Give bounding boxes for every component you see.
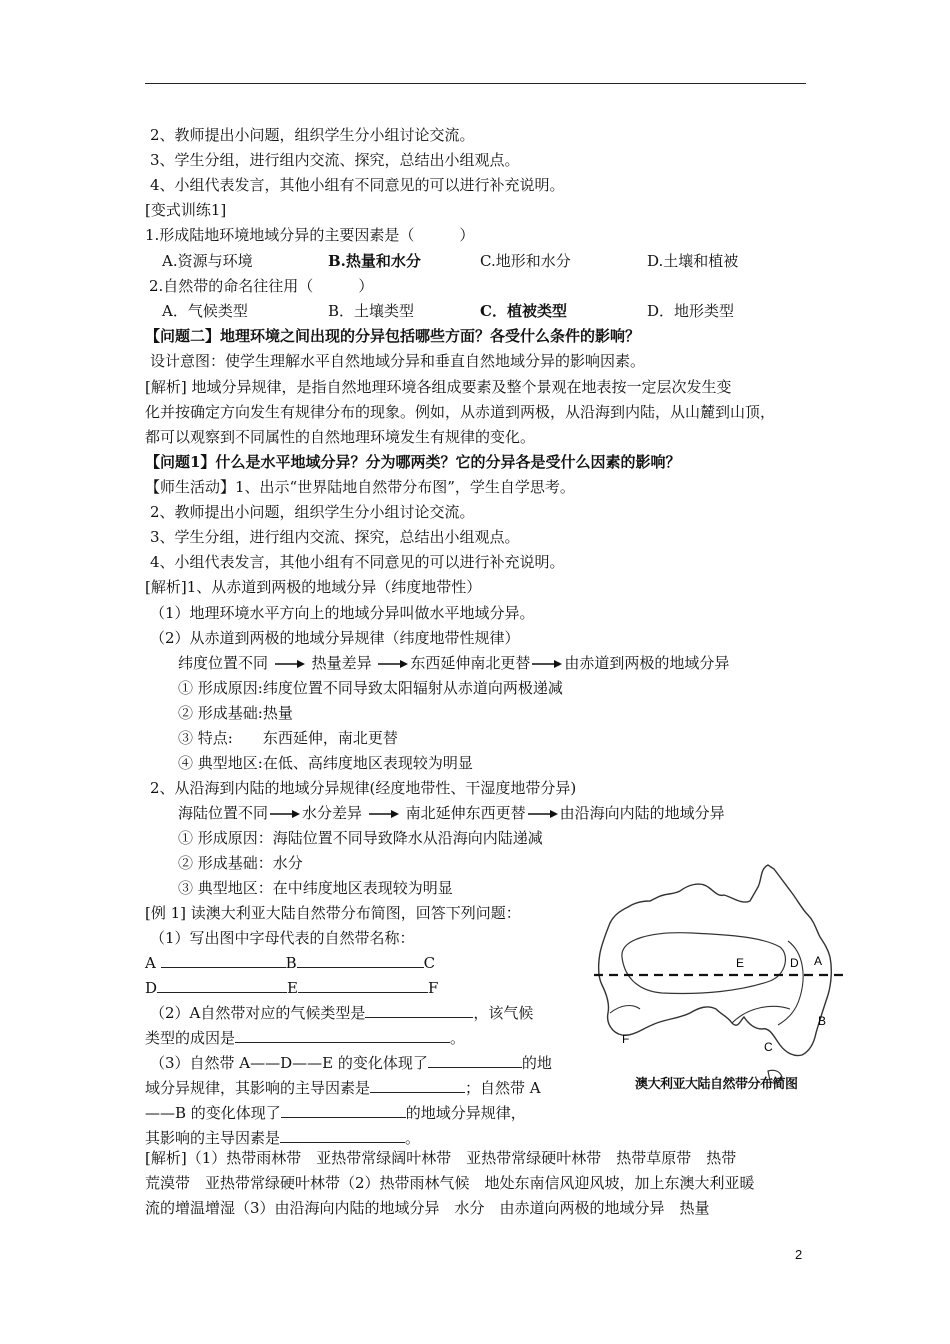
answer-blank [428,1053,522,1068]
arrow-right-icon [528,809,558,819]
option-d: D.土壤和植被 [647,252,739,270]
analysis-line: 都可以观察到不同属性的自然地理环境发生有规律的变化。 [145,428,536,446]
blank-row: A B C [145,954,436,972]
arrow-right-icon [378,659,408,669]
page-number: 2 [795,1247,803,1262]
question-1: 1.形成陆地环境地域分异的主要因素是（ ） [145,226,475,244]
longitudinal-item: ② 形成基础：水分 [178,854,303,872]
option-c: C．植被类型 [480,302,567,320]
flow-step: 由赤道到两极的地域分异 [564,654,730,672]
option-b: B．土壤类型 [328,302,415,320]
step-line: 3、学生分组，进行组内交流、探究，总结出小组观点。 [150,151,520,169]
flow-step: 东西延伸南北更替 [410,654,531,672]
map-label-a: A [814,954,823,968]
option-a: A.资源与环境 [162,252,253,270]
map-label-e: E [736,956,745,970]
option-d: D．地形类型 [647,302,735,320]
latitudinal-item: ④ 典型地区:在低、高纬度地区表现较为明显 [178,754,473,772]
arrow-right-icon [275,659,305,669]
latitudinal-item: ② 形成基础:热量 [178,704,293,722]
latitudinal-item: ③ 特点: 东西延伸，南北更替 [178,729,398,747]
example-q3: 其影响的主导因素是 。 [145,1129,421,1147]
longitudinal-item: ③ 典型地区：在中纬度地区表现较为明显 [178,879,453,897]
question-2: 2.自然带的命名往往用（ ） [149,277,374,295]
flow-step: 南北延伸东西更替 [405,804,526,822]
answer-blank [281,1103,406,1118]
example-q3: （3）自然带 A——D——E 的变化体现了 的地 [150,1054,552,1072]
analysis-line: [解析] 地域分异规律，是指自然地理环境各组成要素及整个景观在地表按一定层次发生变 [145,378,732,396]
answer-blank [157,978,287,993]
answer-line: 荒漠带 亚热带常绿硬叶林带（2）热带雨林气候 地处东南信风迎风坡，加上东澳大利亚暖 [145,1174,755,1192]
australia-map [592,857,850,1097]
answer-line: [解析]（1）热带雨林带 亚热带常绿阔叶林带 亚热带常绿硬叶林带 热带草原带 热带 [145,1149,737,1167]
header-rule [145,83,806,84]
map-label-f: F [622,1032,630,1046]
latitudinal-flow [178,653,729,673]
step-line: 2、教师提出小问题，组织学生分小组讨论交流。 [150,126,475,144]
arrow-right-icon [532,659,562,669]
inner-zone-e [622,933,786,994]
analysis-line: 化并按确定方向发生有规律分布的现象。例如，从赤道到两极，从沿海到内陆，从山麓到山顶， [145,403,776,421]
example-q2: （2）A自然带对应的气候类型是 ，该气候 [150,1004,534,1022]
example-q3: 域分异规律，其影响的主导因素是 ；自然带 A [145,1079,541,1097]
latitudinal-point: （1）地理环境水平方向上的地域分异叫做水平地域分异。 [150,604,535,622]
flow-step: 由沿海向内陆的地域分异 [559,804,725,822]
zone-boundary-d [778,941,803,1025]
issue-one-title: 【问题1】什么是水平地域分异？分为哪两类？它的分异各是受什么因素的影响？ [145,453,681,471]
answer-blank [298,978,428,993]
example-q3: ——B 的变化体现了 的地域分异规律， [145,1104,526,1122]
example-q1: （1）写出图中字母代表的自然带名称： [150,929,415,947]
answer-blank [365,1003,473,1018]
answer-line: 流的增温增湿（3）由沿海向内陆的地域分异 水分 由赤道向两极的地域分异 热量 [145,1199,710,1217]
option-b: B.热量和水分 [328,252,421,270]
blank-row: D E F [145,979,439,997]
option-c: C.地形和水分 [480,252,571,270]
latitudinal-item: ① 形成原因:纬度位置不同导致太阳辐射从赤道向两极递减 [178,679,563,697]
map-caption: 澳大利亚大陆自然带分布简图 [635,1076,798,1091]
map-label-d: D [790,956,799,970]
teacher-activity: 【师生活动】1、出示“世界陆地自然带分布图”，学生自学思考。 [145,478,575,496]
zone-boundary-f [610,1006,640,1013]
example-title: [例 1] 读澳大利亚大陆自然带分布简图，回答下列问题： [145,904,521,922]
longitudinal-item: ① 形成原因：海陆位置不同导致降水从沿海向内陆递减 [178,829,543,847]
answer-blank [235,1028,450,1043]
issue-two-title: 【问题二】地理环境之间出现的分异包括哪些方面？各受什么条件的影响？ [145,327,641,345]
step-line: 4、小组代表发言，其他小组有不同意见的可以进行补充说明。 [150,553,565,571]
answer-blank [280,1128,405,1143]
map-label-c: C [764,1040,773,1054]
latitudinal-point: （2）从赤道到两极的地域分异规律（纬度地带性规律） [150,629,520,647]
arrow-right-icon [270,809,300,819]
design-intent: 设计意图：使学生理解水平自然地域分异和垂直自然地域分异的影响因素。 [150,352,646,370]
answer-blank [161,953,286,968]
step-line: 2、教师提出小问题，组织学生分小组讨论交流。 [150,503,475,521]
example-q2: 类型的成因是 。 [145,1029,466,1047]
longitudinal-flow [178,803,725,823]
flow-step: 纬度位置不同 [178,654,269,672]
answer-blank [297,953,424,968]
step-line: 4、小组代表发言，其他小组有不同意见的可以进行补充说明。 [150,176,565,194]
latitudinal-heading: [解析]1、从赤道到两极的地域分异（纬度地带性） [145,578,482,596]
arrow-right-icon [369,809,399,819]
flow-step: 水分差异 [302,804,363,822]
step-line: 3、学生分组，进行组内交流、探究，总结出小组观点。 [150,528,520,546]
option-a: A．气候类型 [162,302,248,320]
variant-title: [变式训练1] [145,201,227,219]
flow-step: 海陆位置不同 [178,804,269,822]
answer-blank [370,1078,465,1093]
map-label-b: B [818,1014,827,1028]
flow-step: 热量差异 [311,654,372,672]
longitudinal-heading: 2、从沿海到内陆的地域分异规律(经度地带性、干湿度地带分异) [150,779,577,797]
